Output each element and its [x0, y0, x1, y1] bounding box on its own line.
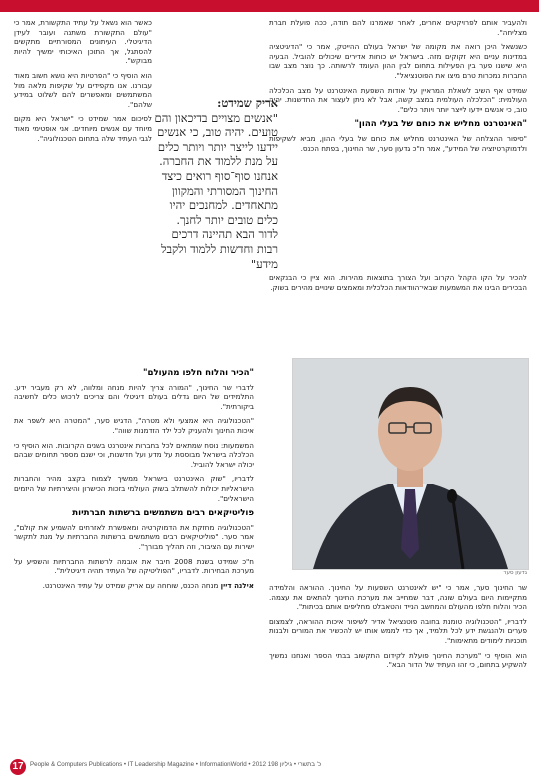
paragraph: "הטכנולוגיה היא אמצעי ולא מטרה", הדגיש סער, "המטרה היא לשפר את איכות החינוך ולהעניק לכל ילד הזדמנות שווה". — [14, 416, 254, 435]
paragraph: ולהעביר אותם לפרויקטים אחרים, לאחר שאמרנו להם תודה, ככה פועלת חברת מצליחה". — [269, 18, 527, 37]
section-heading: "האינטרנט מחליש את כוחם של בעלי ההון" — [354, 119, 527, 130]
paragraph: הוא הוסיף כי "מערכת החינוך פועלת לקידום התקשוב בבתי הספר ואנחנו נמשיך להשקיע בתחום, כי זהו העתיד של הדור הבא". — [269, 650, 527, 670]
footer-text: People & Computers Publications • IT Leadership Magazine • InformationWorld • 2012 כ' בתשרי • גיליון 198 — [30, 761, 322, 768]
right-column — [269, 18, 527, 158]
paragraph: כשנשאל היכן רואה את מקומה של ישראל בעולם ההייטק, אמר כי "הדיגיטציה במדינות עניים היא זקוקים מזה. בישראל יש כוחות אדירים שיכולים להוביל. הבעיה היא שישנו פער בין הפעילות בתחום לבין ההון העומד לרשותה. כך נוצר מצב שבו החברות נמכרות טרם מיצו את הפוטנציאל". — [269, 42, 527, 80]
paragraph: כאשר הוא נשאל על עתיד התקשורת, אמר כי "עולם התקשורת משתנה ועובר לעידן הדיגיטלי. העיתונים המסורתיים מתקשים להסתגל, אך התוכן האיכותי ימשיך להיות מבוקש". — [14, 18, 152, 66]
article-page — [14, 18, 527, 756]
section-heading: "הכיר והלוח חלפו מהעולם" — [143, 368, 254, 378]
page-footer — [0, 758, 539, 774]
credit-text: מנחה הכנס, שוחחה עם אריק שמידט על עתיד האינטרנט. — [42, 580, 219, 590]
section-heading: פוליטיקאים רבים משתמשים ברשתות חברתיות — [72, 508, 254, 519]
paragraph: המשמעות: נוסח שמתאים לכל בחברות אינטרנט בשנים הקרובות. הוא הוסיף כי הכלכלה בישראל מבוססת על מדע ועל חדשנות, וכי ישנם מספר תחומים שבהם יכולה ישראל להוביל. — [14, 440, 254, 469]
credit-paragraph — [14, 581, 254, 591]
left-bottom-column — [14, 363, 254, 595]
paragraph: "סיפור ההצלחה של האינטרנט מחליש את כוחם של בעלי ההון, מביא לשקיפות ולדמוקרטיזציה של המידע", אמר ח"כ גדעון סער, שר החינוך, בפתח הכנס. — [269, 133, 527, 153]
top-accent-bar — [0, 0, 539, 12]
pull-quote — [154, 96, 278, 271]
paragraph: "הטכנולוגיה מחזקת את הדמוקרטיה ומאפשרת לאזרחים להשמיע את קולם", אמר סער. "פוליטיקאים רבים משתמשים ברשתות החברתיות על מנת לתקשר ישירות עם הציבור, וזה תהליך מבורך". — [14, 522, 254, 551]
paragraph: לדבריו, "שוק האינטרנט בישראל ממשיך לצמוח בקצב מהיר והחברות הישראליות יכולות להשתלב בשוק העולמי בזכות הכישרון והיצירתיות של היזמים הישראלים". — [14, 474, 254, 503]
right-column-lower — [269, 273, 527, 297]
paragraph: לדבריו, "הטכנולוגיה טומנת בחובה פוטנציאל אדיר לשיפור איכות ההוראה, לצמצום פערים ולהנגשת ידע לכל תלמיד, אך כדי לממש אותו יש להכשיר את המורים ולבנות תוכניות לימודים מתאימות". — [269, 616, 527, 645]
paragraph: שמידט אף השיב לשאלת המראיין על אודות השפעת האינטרנט על מצב הכלכלה העולמית: "הכלכלה העולמית במצב קשה, אבל לא ניתן לעצור את החדשנות. יהיה טוב, כי אנשים יידעו לייצר יותר ויותר כלים". — [269, 85, 527, 114]
paragraph: לסיכום אמר שמידט כי "ישראל היא מקום מיוחד עם אנשים מיוחדים. אני אופטימי מאוד לגבי העתיד שלה בתחום הטכנולוגיה". — [14, 114, 152, 143]
right-column-bottom — [269, 583, 527, 675]
left-column — [14, 18, 152, 148]
paragraph: לדברי שר החינוך, "המורה צריך להיות מנחה ומלווה, לא רק מעביר ידע. התלמידים של היום גדלים בעולם דיגיטלי והם צריכים לרכוש כלים לחשיבה ביקורתית". — [14, 382, 254, 411]
paragraph: שר החינוך סער, אמר כי "יש לאינטרנט השפעות על החינוך. ההוראה והלמידה מתקיימות היום בעולם שונה, דבר שמחייב את מערכת החינוך להתאים את עצמה. הכיר והלוח חלפו מהעולם והמחשב הנייד והטאבלט מחליפים אותם בכיתות". — [269, 583, 527, 612]
photo-credit: גדעון סער — [503, 570, 527, 576]
quote-author: אריק שמידט: — [217, 96, 278, 110]
credit-name: אילנה דיין — [220, 580, 254, 590]
speaker-photo — [292, 358, 529, 570]
page-number: 17 — [10, 759, 26, 775]
speaker-photo-image — [293, 359, 528, 569]
paragraph: הוא הוסיף כי "הפרטיות היא נושא חשוב מאוד עבורנו. אנו מקפידים על שקיפות מלאה מול המשתמשים ומאפשרים להם לשלוט במידע שלהם". — [14, 70, 152, 109]
paragraph: ח"כ שמידט בשנת 2008 חיבר את אובמה לרשתות החברתיות והשפיע על מערכת הבחירות. לדבריו, "הפוליטיקה של העתיד תהיה דיגיטלית". — [14, 556, 254, 576]
quote-text: "אנשים מצויים בדיכאון והם טועים. יהיה טוב, כי אנשים יידעו לייצר יותר ויותר כלים על מנת ללמוד את החברה. אנחנו סוף־סוף רואים כיצד החינוך המסורתי והמקוון מתאחדים. למחנכים יהיו כלים טובים יותר לחנך. לדור הבא תהיינה דרכים רבות וחדשות ללמוד ולקבל מידע" — [154, 110, 278, 271]
paragraph: להכיר על הקו הקהל הקרוב ועל הצורך בתוצאות מהירות. הוא ציין כי הבנקאים הבכירים הבינו את המשמעות שבאי־הוודאות הכלכלית ומאמצים שינויים מהירים בשוק. — [269, 273, 527, 292]
